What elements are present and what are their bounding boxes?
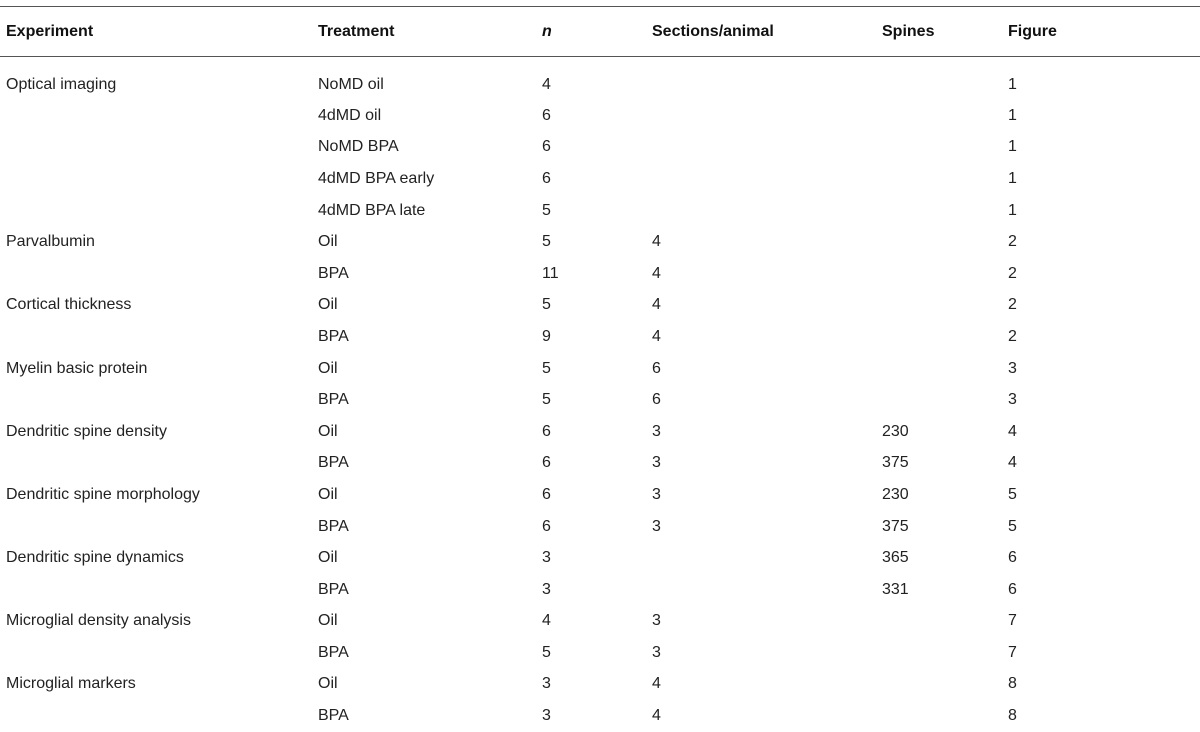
cell-treatment: 4dMD BPA early xyxy=(318,169,435,187)
cell-experiment xyxy=(0,637,312,669)
table-row xyxy=(0,226,1200,258)
cell-sections-per-animal: 3 xyxy=(652,517,661,535)
cell-experiment xyxy=(0,132,312,164)
cell-spines xyxy=(876,606,1002,638)
cell-figure: 1 xyxy=(1008,201,1017,219)
cell-spines xyxy=(876,637,1002,669)
cell-experiment xyxy=(0,511,312,543)
cell-sections-per-animal: 4 xyxy=(652,327,661,345)
table-body xyxy=(0,56,1200,732)
cell-n: 9 xyxy=(542,327,551,345)
cell-n: 3 xyxy=(542,707,551,725)
cell-n: 5 xyxy=(542,391,551,409)
cell-spines: 375 xyxy=(882,454,909,472)
table-row xyxy=(0,321,1200,353)
table-row xyxy=(0,637,1200,669)
cell-sections-per-animal xyxy=(646,132,876,164)
cell-sections-per-animal: 3 xyxy=(652,422,661,440)
cell-figure: 4 xyxy=(1008,422,1017,440)
cell-treatment: Oil xyxy=(318,233,338,251)
table-row xyxy=(0,700,1200,732)
cell-sections-per-animal: 4 xyxy=(652,264,661,282)
cell-experiment xyxy=(0,258,312,290)
cell-experiment xyxy=(0,384,312,416)
cell-n: 6 xyxy=(542,422,551,440)
cell-figure: 6 xyxy=(1008,580,1017,598)
cell-figure: 7 xyxy=(1008,643,1017,661)
table-row xyxy=(0,132,1200,164)
cell-spines xyxy=(876,700,1002,732)
cell-experiment: Dendritic spine dynamics xyxy=(6,549,184,567)
cell-spines xyxy=(876,384,1002,416)
cell-treatment: Oil xyxy=(318,359,338,377)
cell-figure: 2 xyxy=(1008,264,1017,282)
cell-treatment: Oil xyxy=(318,296,338,314)
cell-spines xyxy=(876,195,1002,227)
cell-treatment: Oil xyxy=(318,675,338,693)
cell-sections-per-animal: 3 xyxy=(652,643,661,661)
table-header-row xyxy=(0,7,1200,56)
cell-sections-per-animal: 6 xyxy=(652,359,661,377)
cell-treatment: BPA xyxy=(318,643,349,661)
cell-sections-per-animal: 4 xyxy=(652,707,661,725)
cell-treatment: BPA xyxy=(318,454,349,472)
cell-spines xyxy=(876,321,1002,353)
cell-figure: 8 xyxy=(1008,707,1017,725)
cell-n: 6 xyxy=(542,106,551,124)
table-row xyxy=(0,448,1200,480)
experiment-table xyxy=(0,7,1200,732)
cell-figure: 1 xyxy=(1008,106,1017,124)
cell-spines xyxy=(876,56,1002,100)
cell-experiment: Myelin basic protein xyxy=(6,359,148,377)
cell-treatment: NoMD BPA xyxy=(318,138,399,156)
cell-experiment xyxy=(0,321,312,353)
cell-experiment xyxy=(0,574,312,606)
cell-n: 3 xyxy=(542,580,551,598)
header-n: n xyxy=(542,22,552,40)
cell-sections-per-animal xyxy=(646,100,876,132)
cell-experiment: Cortical thickness xyxy=(6,296,132,314)
cell-spines xyxy=(876,226,1002,258)
cell-treatment: 4dMD BPA late xyxy=(318,201,426,219)
cell-n: 6 xyxy=(542,169,551,187)
cell-sections-per-animal: 3 xyxy=(652,485,661,503)
cell-sections-per-animal xyxy=(646,56,876,100)
cell-n: 6 xyxy=(542,517,551,535)
cell-n: 5 xyxy=(542,643,551,661)
table-row xyxy=(0,416,1200,448)
cell-sections-per-animal: 3 xyxy=(652,612,661,630)
cell-experiment xyxy=(0,163,312,195)
cell-n: 4 xyxy=(542,612,551,630)
cell-n: 6 xyxy=(542,454,551,472)
header-spines: Spines xyxy=(882,22,935,40)
cell-spines xyxy=(876,669,1002,701)
cell-treatment: Oil xyxy=(318,612,338,630)
table-row xyxy=(0,163,1200,195)
cell-treatment: NoMD oil xyxy=(318,75,384,93)
cell-figure: 8 xyxy=(1008,675,1017,693)
cell-sections-per-animal: 6 xyxy=(652,391,661,409)
table-row xyxy=(0,669,1200,701)
table-row xyxy=(0,574,1200,606)
cell-n: 4 xyxy=(542,75,551,93)
cell-experiment xyxy=(0,195,312,227)
table-row xyxy=(0,511,1200,543)
header-figure: Figure xyxy=(1008,22,1057,40)
cell-experiment: Dendritic spine morphology xyxy=(6,485,200,503)
cell-treatment: Oil xyxy=(318,422,338,440)
cell-sections-per-animal: 4 xyxy=(652,296,661,314)
cell-figure: 6 xyxy=(1008,549,1017,567)
cell-spines: 230 xyxy=(882,485,909,503)
table-row xyxy=(0,479,1200,511)
cell-n: 6 xyxy=(542,138,551,156)
cell-experiment: Dendritic spine density xyxy=(6,422,167,440)
cell-n: 6 xyxy=(542,485,551,503)
cell-figure: 5 xyxy=(1008,517,1017,535)
cell-figure: 1 xyxy=(1008,138,1017,156)
cell-figure: 1 xyxy=(1008,169,1017,187)
cell-experiment: Microglial markers xyxy=(6,675,136,693)
cell-treatment: BPA xyxy=(318,707,349,725)
table-row xyxy=(0,258,1200,290)
table-row xyxy=(0,384,1200,416)
cell-treatment: BPA xyxy=(318,327,349,345)
cell-sections-per-animal: 4 xyxy=(652,675,661,693)
cell-treatment: Oil xyxy=(318,549,338,567)
cell-spines: 365 xyxy=(882,549,909,567)
cell-figure: 2 xyxy=(1008,296,1017,314)
cell-treatment: BPA xyxy=(318,391,349,409)
cell-experiment: Optical imaging xyxy=(6,75,117,93)
cell-spines xyxy=(876,163,1002,195)
cell-spines xyxy=(876,290,1002,322)
cell-sections-per-animal: 3 xyxy=(652,454,661,472)
cell-treatment: Oil xyxy=(318,485,338,503)
cell-experiment xyxy=(0,700,312,732)
table-row xyxy=(0,542,1200,574)
table-row xyxy=(0,606,1200,638)
header-treatment: Treatment xyxy=(318,22,395,40)
cell-spines xyxy=(876,100,1002,132)
cell-n: 5 xyxy=(542,296,551,314)
cell-spines xyxy=(876,258,1002,290)
cell-n: 3 xyxy=(542,675,551,693)
cell-sections-per-animal xyxy=(646,542,876,574)
header-sections-per-animal: Sections/animal xyxy=(652,22,774,40)
cell-sections-per-animal xyxy=(646,163,876,195)
cell-figure: 3 xyxy=(1008,391,1017,409)
cell-sections-per-animal: 4 xyxy=(652,233,661,251)
cell-treatment: BPA xyxy=(318,264,349,282)
cell-experiment xyxy=(0,448,312,480)
cell-figure: 5 xyxy=(1008,485,1017,503)
cell-spines: 230 xyxy=(882,422,909,440)
cell-n: 5 xyxy=(542,233,551,251)
cell-spines xyxy=(876,353,1002,385)
table-row xyxy=(0,100,1200,132)
cell-spines: 331 xyxy=(882,580,909,598)
cell-figure: 4 xyxy=(1008,454,1017,472)
table-row xyxy=(0,195,1200,227)
cell-treatment: BPA xyxy=(318,517,349,535)
cell-figure: 7 xyxy=(1008,612,1017,630)
header-experiment: Experiment xyxy=(6,22,94,40)
cell-n: 11 xyxy=(542,264,559,282)
table-row xyxy=(0,56,1200,100)
cell-experiment: Microglial density analysis xyxy=(6,612,191,630)
table-row xyxy=(0,290,1200,322)
cell-figure: 2 xyxy=(1008,233,1017,251)
cell-figure: 3 xyxy=(1008,359,1017,377)
cell-experiment xyxy=(0,100,312,132)
cell-n: 5 xyxy=(542,359,551,377)
cell-treatment: 4dMD oil xyxy=(318,106,382,124)
cell-n: 3 xyxy=(542,549,551,567)
cell-sections-per-animal xyxy=(646,195,876,227)
table-row xyxy=(0,353,1200,385)
cell-experiment: Parvalbumin xyxy=(6,233,95,251)
cell-figure: 2 xyxy=(1008,327,1017,345)
cell-spines: 375 xyxy=(882,517,909,535)
cell-sections-per-animal xyxy=(646,574,876,606)
cell-spines xyxy=(876,132,1002,164)
cell-treatment: BPA xyxy=(318,580,349,598)
cell-n: 5 xyxy=(542,201,551,219)
cell-figure: 1 xyxy=(1008,75,1017,93)
